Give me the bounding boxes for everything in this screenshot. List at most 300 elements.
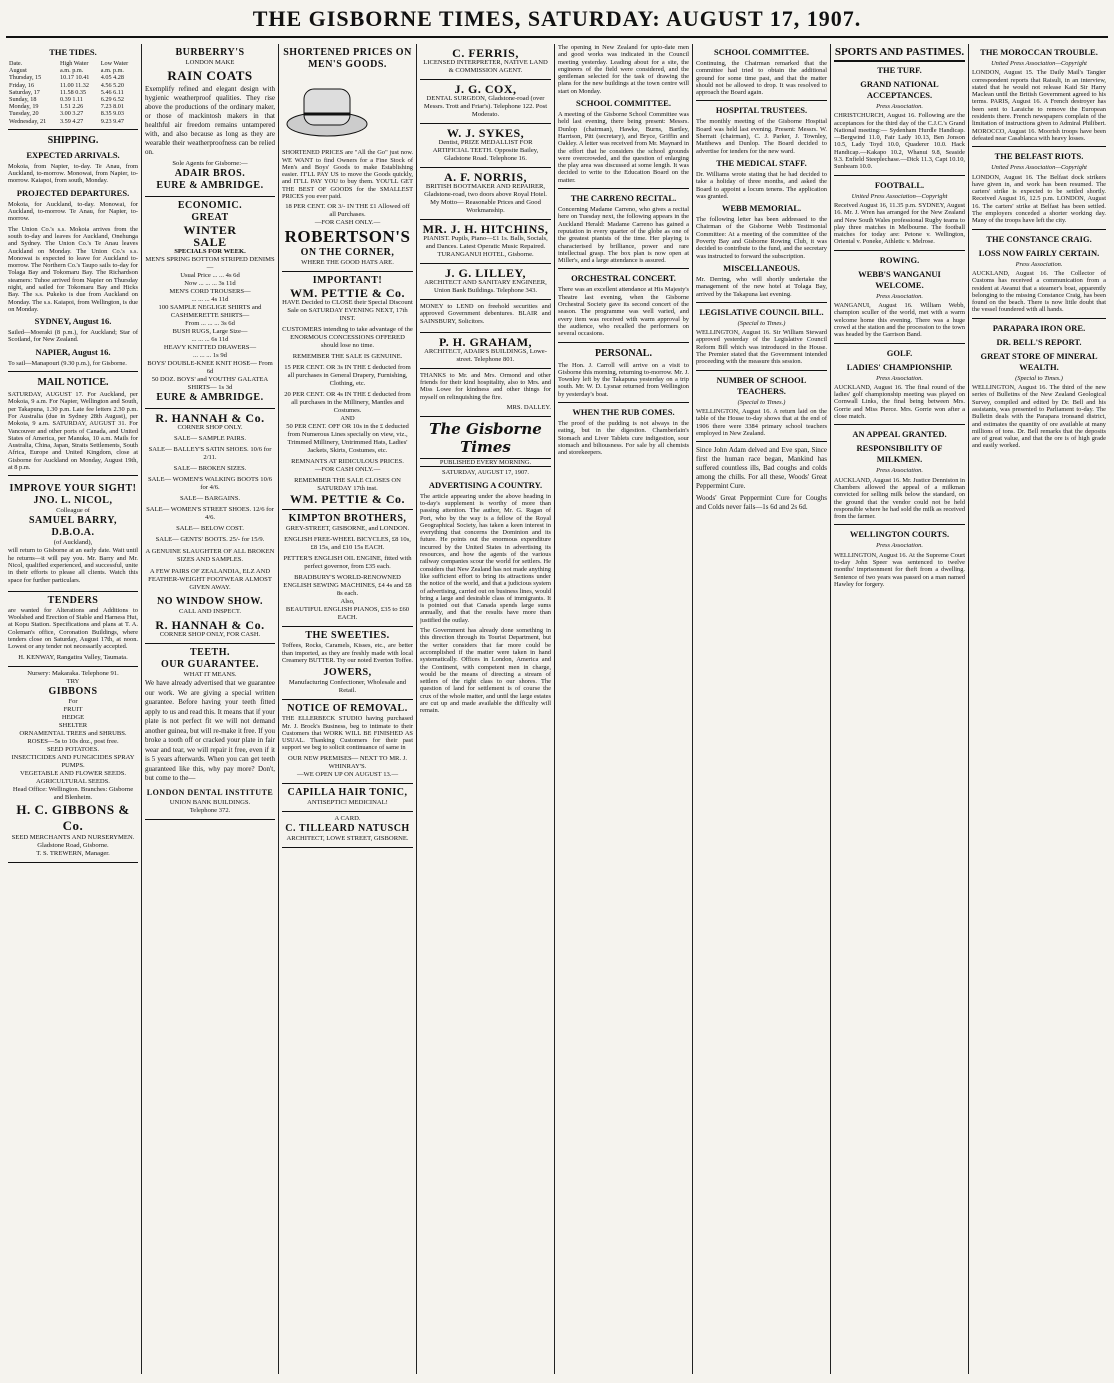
- robertsons: ROBERTSON'S: [284, 227, 411, 247]
- sykes: W. J. SYKES,: [446, 126, 525, 140]
- gibbons-office: Head Office: Wellington. Branches: Gisborne and Blenheim.: [12, 785, 134, 801]
- special-item: MEN'S SPRING BOTTOM STRIPED DENIMS—: [145, 256, 275, 271]
- belfast-sub: United Press Association—Copyright: [991, 164, 1087, 172]
- sydney-title: SYDNEY, August 16.: [34, 316, 112, 327]
- column-8: [972, 44, 1106, 1374]
- belfast-title: THE BELFAST RIOTS.: [994, 151, 1084, 162]
- column-7: [834, 44, 965, 1374]
- school2-title: SCHOOL COMMITTEE.: [714, 47, 809, 57]
- staff-title: THE MEDICAL STAFF.: [716, 157, 807, 168]
- tides-cell: Saturday, 17: [9, 88, 40, 96]
- specials-title: SPECIALS FOR WEEK.: [174, 248, 246, 255]
- tides-row: [8, 74, 138, 81]
- special-item: ... ... ... 6s 11d: [191, 336, 229, 343]
- burberry-big: RAIN COATS: [167, 68, 253, 83]
- optician-partner: SAMUEL BARRY, D.B.O.A.: [28, 515, 118, 539]
- hc-addr: Gladstone Road, Gisborne.: [37, 841, 109, 849]
- column-rule: [830, 44, 831, 1374]
- graham: P. H. GRAHAM,: [438, 334, 533, 349]
- tides-cell: Tuesday, 20: [9, 110, 39, 118]
- capilla-sub: ANTISEPTIC! MEDICINAL!: [307, 798, 388, 806]
- pct2: 20 PER CENT. OR 4s IN THE £ deducted from all purchases in the Millinery, Mantles and Costumes.: [284, 391, 411, 415]
- golf-title: GOLF.: [886, 347, 913, 358]
- column-6: [696, 44, 827, 1374]
- ladies-title: LADIES' CHAMPIONSHIP.: [846, 361, 953, 372]
- constance-sub: LOSS NOW FAIRLY CERTAIN.: [978, 247, 1100, 258]
- divider: [696, 302, 827, 303]
- wealth-title: GREAT STORE OF MINERAL WEALTH.: [980, 350, 1098, 372]
- tides-header-row: [8, 60, 138, 67]
- divider: [558, 188, 689, 189]
- thanks: THANKS to Mr. and Mrs. Ormond and other friends for their kind hospitality, also to Mrs. and Miss Lowe for kindness and other things for myself on relinquishing the fire.: [420, 371, 551, 401]
- sale-item: SALE— SAMPLE PAIRS.: [173, 435, 247, 442]
- personal-text: The Hon. J. Carroll will arrive on a visit to Gisborne this morning, returning to-morrow. Mr. J. Townley left by the Takapuna yesterday on a trip south. Mr. W. D. Lysnar returned from Wellington by yesterday's boat.: [558, 361, 689, 398]
- tides-title: THE TIDES.: [49, 47, 97, 57]
- pettie-ad: [282, 272, 413, 510]
- leader-text: The article appearing under the above heading in to-day's supplement is worthy of more than passing attention. The author, Mr. G. Ragan of Port, who by the way is a fellow of the Royal Geographical Society, has taken a keen interest in everything that concerns the Dominion and its future. He points out the enormous expenditure incurred by the United States in advertising its resources, and how the agents of the various railway companies scour the world for settlers. He considers that New Zealand has not made anything like sufficient effort to bring its attractions under the notice of the world, and that a judicious system of advertising, carried out on business lines, would bring a large and desirable class of immigrants. It is pointed out that Canada spends large sums annually, and that the results have more than justified the outlay.: [420, 492, 551, 624]
- gibbons-try: TRY: [66, 677, 80, 685]
- column-5: [558, 44, 689, 1374]
- hitchins-ad: [420, 220, 551, 264]
- ladies-text: AUCKLAND, August 16. The final round of the ladies' golf championship meeting was played on Cornwall Links, the final being between Mrs. Gorrie and Miss Pierce. Mrs. Gorrie won after a close match.: [834, 383, 965, 421]
- nursery-line: Nursery: Makaraka. Telephone 91.: [27, 669, 119, 677]
- tides-cell: 5.46 6.11: [100, 88, 124, 96]
- tides-cell: Monday, 19: [9, 103, 39, 111]
- eure-name: EURE & AMBRIDGE.: [156, 392, 264, 403]
- capilla: CAPILLA HAIR TONIC,: [287, 786, 408, 798]
- morocco-sub: United Press Association—Copyright: [991, 60, 1087, 67]
- ferris: C. FERRIS,: [452, 46, 519, 60]
- open: —WE OPEN UP ON AUGUST 13.—: [296, 770, 399, 778]
- gibbons-item: HEDGE: [61, 713, 85, 721]
- tides-row: [8, 96, 138, 103]
- special-item: BOYS' DOUBLE-KNEE KNIT HOSE— From 6d: [147, 360, 273, 375]
- masthead: [6, 4, 1108, 38]
- legis-text: WELLINGTON, August 16. Sir William Steward approved yesterday of the Legislative Council Reform Bill which was introduced in the House. The Premier stated that the Government intended proceeding with the measure this session.: [696, 329, 827, 366]
- legis-title: LEGISLATIVE COUNCIL BILL.: [699, 306, 824, 317]
- removal-ad: [282, 700, 413, 783]
- removal-text: THE ELLERBECK STUDIO having purchased Mr. J. Brock's Business, beg to intimate to their Customers that WORK WILL BE FINISHED AS USUAL. Thanking Customers for their past support we beg to solicit continuance of same in: [282, 715, 413, 752]
- divider: [834, 524, 965, 525]
- rub-title: WHEN THE RUB COMES.: [572, 406, 675, 417]
- sports-banner: SPORTS AND PASTIMES.: [834, 44, 965, 62]
- tides-cell: Sunday, 18: [9, 96, 37, 104]
- belfast-text: LONDON, August 16. The Belfast dock strikers have given in, and work has been resumed. The carters' strike is expected to be settled shortly. Received August 16, 12.5 p.m. LONDON, August 16. The carters' strike at Belfast has been settled. The employers conceded a shorter working day. Many of the troops have left the city.: [972, 173, 1106, 225]
- parapara-title: PARAPARA IRON ORE.: [992, 322, 1086, 333]
- pct3: 50 PER CENT. OFF OR 10s in the £ deducted from Numerous Lines specially on view, viz., Trimmed Millinery, Untrimmed Hats, Ladies' Jackets, Skirts, Costumes, etc.: [286, 423, 409, 455]
- tides-cell: 3.00 3.27: [60, 110, 84, 118]
- legis-sub: (Special to Times.): [737, 319, 786, 327]
- window-sub: CALL AND INSPECT.: [178, 608, 242, 615]
- engines: PETTER'S ENGLISH OIL ENGINE, fitted with perfect governor, from £35 each.: [283, 555, 412, 571]
- divider: [8, 475, 138, 476]
- teachers-sub: (Special to Times.): [737, 398, 786, 406]
- bell-title: DR. BELL'S REPORT.: [996, 336, 1082, 347]
- great: GREAT: [191, 212, 229, 223]
- kimpton: KIMPTON BROTHERS,: [288, 513, 407, 525]
- hospital-text: The monthly meeting of the Gisborne Hospital Board was held last evening. Present: Messrs. W. Sherratt (chairman), C. J. Parker, J. Townley, Matthews and Dunlop. The Board decided to advertise for tenders for the new ward.: [696, 118, 827, 155]
- gibbons-name: GIBBONS: [48, 685, 98, 697]
- thanks-sign: MRS. DALLEY.: [506, 404, 551, 412]
- optician-partner-city: (of Auckland),: [53, 539, 93, 547]
- union-bank: UNION BANK BUILDINGS.: [169, 798, 251, 806]
- pianos: BEAUTIFUL ENGLISH PIANOS, £35 to £60 EACH.: [285, 606, 410, 622]
- column-rule: [554, 44, 555, 1374]
- thanks-ad: [420, 369, 551, 417]
- football-text: Received August 16, 11.35 p.m. SYDNEY, August 16. Mr. J. Wren has arranged for the New Zealand and New South Wales professional Rugby teams to play three matches in Melbourne. The football matches for today are: Petone v. Wellington, Oriental v. Poneke, Athletic v. Melrose.: [834, 201, 965, 246]
- orchestral-text: There was an excellent attendance at His Majesty's Theatre last evening, when the Gisborne Orchestral Society gave its second concert of the season. The programme was well varied, and every item was received with warm approval by the audience, who recalled the performers on several occasions.: [558, 286, 689, 338]
- robertsons-ad: [282, 44, 413, 272]
- eure-name: EURE & AMBRIDGE.: [156, 180, 264, 191]
- divider: [8, 129, 138, 130]
- hannah-sub: CORNER SHOP ONLY, FOR CASH.: [159, 631, 261, 638]
- special-item: MEN'S CORD TROUSERS—: [169, 288, 251, 295]
- pettie-text: HAVE Decided to CLOSE their Special Discount Sale on SATURDAY EVENING NEXT, 17th INST.: [282, 299, 413, 323]
- guarantee: OUR GUARANTEE.: [160, 659, 260, 670]
- departures-title: PROJECTED DEPARTURES.: [16, 187, 130, 198]
- column-rule: [416, 44, 417, 1374]
- webbs-text: WANGANUI, August 16. William Webb, champion sculler of the world, met with a warm welcome home this evening. There was a huge crowd at the station and the procession to the town was headed by the Garrison Band.: [834, 302, 965, 339]
- optician-ad: [8, 480, 138, 591]
- gibbons-item: VEGETABLE AND FLOWER SEEDS.: [19, 769, 127, 777]
- tides-cell: 11.58 0.35: [60, 88, 87, 96]
- closes: REMEMBER THE SALE CLOSES ON SATURDAY 17th inst.: [294, 477, 401, 493]
- gibbons-item: SEED POTATOES.: [46, 745, 100, 753]
- economic: ECONOMIC.: [177, 200, 243, 211]
- column-rule: [141, 44, 142, 1374]
- tides-cell: Wednesday, 21: [9, 117, 47, 125]
- hc-manager: T. S. TREWERN, Manager.: [36, 849, 110, 857]
- constance-sub2: Press Association.: [1015, 260, 1063, 268]
- turf-title: THE TURF.: [877, 65, 922, 75]
- slaughter: A GENUINE SLAUGHTER OF ALL BROKEN SIZES AND SAMPLES.: [145, 548, 275, 563]
- guarantee-text: We have already advertised that we guarantee our work. We are giving a special written guarantee. Before having your teeth fitted apply to us and read this. It means that if your plate is not perfect fit we will not demand another guinea, but will re-make it free. If you broke a tooth off or cracked your plate in fair wear and tear, we will repair it free, even if it is 5 years afterwards. When you can get teeth guaranteed like this, why pay more? Don't, but come to the—: [145, 679, 275, 782]
- resp-title: RESPONSIBILITY OF MILKMEN.: [856, 443, 943, 465]
- tides-cell: August: [9, 67, 27, 75]
- arrivals-text: Mokoia, from Napier, to-day. Te Anau, from Auckland, to-morrow. Monowai, from Napier, to-morrow. Kaiapoi, from south, Monday.: [8, 162, 138, 185]
- sweeties: THE SWEETIES.: [305, 630, 390, 642]
- special-item: 50 DOZ. BOYS' and YOUTHS' GALATEA SHIRTS— 1s 3d: [151, 376, 269, 391]
- article-text: The opening in New Zealand for upto-date men and good works was indicated in the Council meeting yesterday. Leading about for a site, the engineers of the field were considered, and the gentleman selected for the task of drawing the plans for the new buildings at the town centre will start on Monday.: [558, 44, 689, 95]
- tides-row: [8, 89, 138, 96]
- leader-title: ADVERTISING A COUNTRY.: [428, 479, 543, 490]
- divider: [834, 175, 965, 176]
- wealth-text: WELLINGTON, August 16. The third of the new series of Bulletins of the New Zealand Geological Survey, compiled and edited by Dr. Bell and his assistants, was presented to Parliament to-day. The Bulletin deals with the Parapara ironsand district, and estimates the quantity of ore available at many millions of tons. Dr. Bell remarks that the deposits are of great value, and that the ore is of high grade and easily worked.: [972, 384, 1106, 450]
- tides-cell: 4.56 5.20: [100, 81, 124, 89]
- special-item: 100 SAMPLE NEGLIGE SHIRTS and CASHMERETTE SHIRTS—: [158, 304, 262, 319]
- special-item: Usual Price ... ... 4s 6d: [180, 272, 240, 279]
- personal-title: PERSONAL.: [595, 347, 652, 359]
- gibbons-item: ROSES—5s to 10s doz., post free.: [27, 737, 119, 745]
- special-item: HEAVY KNITTED DRAWERS—: [163, 344, 257, 351]
- arrivals-title: EXPECTED ARRIVALS.: [26, 149, 120, 160]
- hitchins-sub: PIANIST. Pupils, Piano—£1 1s. Balls, Socials, and Dances. Latest Operatic Music Repaired. TURANGANUI HOTEL, Gisborne.: [423, 235, 548, 258]
- tides-cell: 7.23 8.01: [100, 103, 124, 111]
- courts-sub: Press Association.: [876, 542, 923, 550]
- divider: [834, 424, 965, 425]
- school2-text: Continuing, the Chairman remarked that the committee had tried to obtain the additional ground for some time past, and that the matter should not be allowed to drop. It was resolved to approach the Board again.: [696, 60, 827, 97]
- teachers-title: NUMBER OF SCHOOL TEACHERS.: [716, 374, 807, 396]
- hc-line: SEED MERCHANTS AND NURSERYMEN.: [11, 833, 135, 841]
- norris-sub: BRITISH BOOTMAKER AND REPAIRER, Gladstone-road, two doors above Royal Hotel. My Motto— Reasonable Prices and Good Workmanship.: [424, 183, 547, 214]
- column-2: [145, 44, 275, 1374]
- tilleard: C. TILLEARD NATUSCH: [285, 822, 410, 834]
- woods-ad: Woods' Great Peppermint Cure for Coughs and Colds never fails—1s 6d and 2s 6d.: [696, 494, 827, 512]
- teachers-text: WELLINGTON, August 16. A return laid on the table of the House to-day shows that at the end of 1906 there were 3384 primary school teachers employed in New Zealand.: [696, 407, 827, 437]
- webbs-sub: Press Association.: [876, 292, 923, 300]
- staff-text: Dr. Williams wrote stating that he had decided to take a holiday of three months, and asked the Board to appoint a locum tenens. The application was granted.: [696, 170, 827, 200]
- newspaper-page: [6, 4, 1108, 1379]
- hospital-title: HOSPITAL TRUSTEES.: [715, 105, 808, 116]
- burberry-title: BURBERRY'S: [175, 47, 245, 58]
- sale-item: SALE— GENTS' BOOTS. 25/- for 15/9.: [155, 536, 265, 543]
- webbs-title: WEBB'S WANGANUI WELCOME.: [858, 268, 941, 290]
- tilleard-sub: ARCHITECT, LOWE STREET, GISBORNE.: [286, 834, 409, 842]
- rub-text: The proof of the pudding is not always in the eating, but in the digestion. Chamberlain's Stomach and Liver Tablets cure indigestion, sour stomach and biliousness. For sale by all chemists and storekeepers.: [558, 419, 689, 457]
- norris-ad: [420, 168, 551, 220]
- school-text: A meeting of the Gisborne School Committee was held last evening, there being present: Messrs. Dunlop (chairman), Hawke, Burns, Bartley, Harrison, Pitt (secretary), and Bryce, Griffin and Oakley. A letter was received from Mr. Maynard in the effort that he considers the school grounds were overcrowded, and the question of enlarging the play area was discussed at some length. It was decided to write to the Education Board on the matter.: [558, 111, 689, 184]
- orchestral-title: ORCHESTRAL CONCERT.: [571, 273, 676, 284]
- kimpton-sub: GREY-STREET, GISBORNE, and LONDON.: [285, 525, 410, 533]
- published-line: PUBLISHED EVERY MORNING.: [420, 458, 551, 467]
- constance-title: THE CONSTANCE CRAIG.: [986, 233, 1092, 244]
- morocco-title: THE MOROCCAN TROUBLE.: [980, 47, 1098, 57]
- divider: [972, 318, 1106, 319]
- sale-item: SALE— BELOW COST.: [176, 525, 244, 532]
- carreno-text: Concerning Madame Carreno, who gives a recital here on Tuesday next, the following appears in the Auckland Herald: Madame Carreno has gained a reputation in every quarter of the globe as one of the greatest pianists of the time. Her playing is characterised by brilliance, power and rare intellectual grasp. The box plan is now open at Miller's, and a large attendance is assured.: [558, 206, 689, 265]
- remnants: REMNANTS AT RIDICULOUS PRICES.: [291, 458, 404, 466]
- shipping-title: SHIPPING.: [47, 134, 99, 146]
- hannah-sale-ad: [145, 409, 275, 644]
- courts-text: WELLINGTON, August 16. At the Supreme Court to-day John Speer was sentenced to twelve months' imprisonment for theft from a dwelling. Sentence of two years was passed on a man named Hawley for forgery.: [834, 551, 965, 588]
- tides-row: [8, 82, 138, 89]
- divider: [834, 250, 965, 251]
- money-ad: [420, 300, 551, 333]
- tides-row: [8, 110, 138, 117]
- football-title: FOOTBALL.: [874, 179, 925, 190]
- discount: 18 PER CENT. OR 3/- IN THE £1 Allowed off all Purchases.: [285, 203, 410, 219]
- wealth-sub: (Special to Times.): [1015, 374, 1063, 382]
- also: Also,: [340, 598, 355, 606]
- divider: [972, 146, 1106, 147]
- hc-gibbons: H. C. GIBBONS & Co.: [16, 801, 130, 833]
- important: IMPORTANT!: [312, 275, 383, 287]
- napier-title: NAPIER, August 16.: [35, 346, 111, 357]
- column-3: [282, 44, 413, 1374]
- gibbons-item: INSECTICIDES AND FUNGICIDES SPRAY PUMPS.: [11, 753, 135, 769]
- hat-illustration-icon: [282, 74, 372, 144]
- sale: SALE: [193, 235, 227, 249]
- tender-ad: [8, 592, 138, 667]
- resp-sub: Press Association.: [876, 467, 923, 475]
- cash-only: —FOR CASH ONLY.—: [314, 466, 381, 474]
- dental-ad: [145, 644, 275, 820]
- and: AND: [340, 415, 355, 423]
- grand-title: GRAND NATIONAL ACCEPTANCES.: [860, 79, 939, 100]
- constance-text: AUCKLAND, August 16. The Collector of Customs has received a communication from a resident at Awanui that a steamer's boat, apparently belonging to the missing Constance Craig, has been found on the beach. There is now little doubt that the vessel foundered with all hands.: [972, 269, 1106, 314]
- divider: [558, 402, 689, 403]
- hannah-sub: CORNER SHOP ONLY.: [177, 424, 243, 431]
- graham-sub: ARCHITECT, ADAIR'S BUILDINGS, Lowe-street. Telephone 801.: [424, 347, 547, 363]
- tides-cell: 4.05 4.28: [100, 74, 124, 82]
- card: A CARD.: [334, 814, 361, 822]
- pettie-name: WM. PETTIE & Co.: [289, 492, 405, 507]
- ladies-sub: Press Association.: [876, 374, 923, 382]
- column-rule: [692, 44, 693, 1374]
- sale-item: SALE— BARGAINS.: [179, 495, 241, 502]
- date-line: SATURDAY, AUGUST 17, 1907.: [442, 469, 529, 477]
- telephone: Telephone 372.: [189, 806, 231, 814]
- tides-header-cell: Low Water: [100, 60, 129, 67]
- tides-row: [8, 103, 138, 110]
- adair-name: ADAIR BROS.: [174, 168, 246, 179]
- tides-cell: a.m. p.m.: [60, 67, 84, 75]
- tides-cell: a.m. p.m.: [100, 67, 124, 75]
- special-item: From ... ... ... 3s 6d: [185, 320, 235, 327]
- cox-sub: DENTAL SURGEON, Gladstone-road (over Messrs. Trott and Friar's). Telephone 122. Post Moderato.: [423, 95, 548, 118]
- graham-ad: [420, 333, 551, 369]
- eure-sale-ad: [145, 197, 275, 409]
- zealandia: A FEW PAIRS OF ZEALANDIA, ELZ AND FEATHER-WEIGHT FOOTWEAR ALMOST GIVEN AWAY.: [148, 568, 272, 591]
- resp-text: AUCKLAND, August 16. Mr. Justice Denniston in Chambers allowed the appeal of a milkman convicted for selling milk below the standard, on the ground that the vendor could not be held responsible where he had sold the milk as received from the farmer.: [834, 476, 965, 521]
- burberry-ad: [145, 44, 275, 197]
- divider: [558, 342, 689, 343]
- shortened-title: SHORTENED PRICES ON MEN'S GOODS.: [283, 47, 412, 70]
- sweeties-ad: [282, 627, 413, 700]
- appeal-title: AN APPEAL GRANTED.: [852, 429, 947, 440]
- courts-title: WELLINGTON COURTS.: [849, 529, 950, 540]
- cox-ad: [420, 80, 551, 124]
- hannah-name: R. HANNAH & Co.: [155, 618, 265, 632]
- remember: REMEMBER THE SALE IS GENUINE.: [292, 353, 403, 361]
- tides-cell: Thursday, 15: [9, 74, 42, 82]
- webb-title: WEBB MEMORIAL.: [721, 203, 802, 214]
- gibbons-item: AGRICULTURAL SEEDS.: [36, 777, 110, 785]
- teeth: TEETH.: [190, 647, 230, 658]
- sydney-text: Sailed—Moeraki (8 p.m.), for Auckland; Star of Scotland, for New Zealand.: [8, 329, 138, 344]
- misc-text: Mr. Derring, who will shortly undertake the management of the new hotel at Tolaga Bay, arrived by the Takapuna last evening.: [696, 275, 827, 298]
- jowers: JOWERS,: [323, 667, 372, 679]
- bradbury: BRADBURY'S WORLD-RENOWNED ENGLISH SEWING MACHINES, £4 4s and £8 8s each.: [283, 574, 412, 598]
- capilla-ad: [282, 784, 413, 812]
- sale-item: SALE— BALLEY'S SATIN SHOES. 10/6 for 2/11.: [148, 446, 272, 461]
- special-item: ... ... ... 4s 11d: [191, 296, 229, 303]
- ferris-sub: LICENSED INTERPRETER, NATIVE LAND & COMMISSION AGENT.: [423, 59, 548, 74]
- lilley-ad: [420, 264, 551, 300]
- sale-item: SALE— WOMEN'S WALKING BOOTS 10/6 for 4/6.: [147, 476, 273, 491]
- masthead-title: THE GISBORNE TIMES, SATURDAY: AUGUST 17, 1907.: [252, 6, 862, 31]
- hitchins: MR. J. H. HITCHINS,: [422, 222, 549, 236]
- webb-text: The following letter has been addressed to the Chairman of the Gisborne Webb Testimonial Committee: At a meeting of the committee of the Poverty Bay and Gisborne Rowing Club, it was decided to contribute to the fund, and the secretary was instructed to forward the subscription.: [696, 216, 827, 260]
- mail-title: MAIL NOTICE.: [37, 377, 109, 389]
- shortened-text: SHORTENED PRICES are "All the Go" just now. WE WANT to find Owners for a Fine Stock of Men's and Boys' Goods to make Establishing easier. IT'LL PAY US to move the Goods quickly, and IT'LL PAY YOU to buy them. YOU'LL GET THE BEST OF GOODS for the SMALLEST PRICES you ever paid.: [282, 149, 413, 201]
- divider: [696, 441, 827, 442]
- pettie-name: WM. PETTIE & Co.: [289, 286, 405, 301]
- tides-cell: 9.23 9.47: [100, 117, 124, 125]
- grand-text: CHRISTCHURCH, August 16. Following are the acceptances for the third day of the C.J.C.'s Grand National meeting:— Sydenham Hurdle Handicap.—Bergwind 11.0, Fair Lady 10.13, Ben Jonson 10.5, Lady Toyd 10.0, Quaderer 10.0. Hack Handicap.—Kakapo 10.2, Whanui 9.8, Seaside 9.3. Enfield Steeplechase.—Dick 11.3, Capt 10.10, Sunbeam 10.0.: [834, 112, 965, 171]
- special-item: ... ... ... 1s 9d: [193, 352, 227, 359]
- school-title: SCHOOL COMMITTEE.: [576, 98, 671, 109]
- tender-title: TENDERS: [47, 594, 99, 606]
- column-1: [8, 44, 138, 1374]
- column-rule: [968, 44, 969, 1374]
- tender-text: are wanted for Alterations and Additions to Woolshed and Erection of Stable and Harness Hut, at Kopu Station. Specifications and plans at T. A. Coleman's office, Coronation Buildings, where tenders close on Saturday, August 17th, at noon. Lowest or any tender not necessarily accepted.: [8, 606, 138, 651]
- special-item: BUSH RUGS, Large Size—: [172, 328, 248, 335]
- gibbons-item: FRUIT: [63, 705, 83, 713]
- shipping-body: The Union Co.'s s.s. Mokoia arrives from the south to-day and leaves for Auckland, Onehunga and Sydney. The Union Co.'s Te Anau leaves Auckland on Monday. The Union Co.'s s.s. Monowai is expected to leave for Auckland to-morrow. The Northern Co.'s Taupo sails to-day for Tolaga Bay and Tokomaru Bay. The Richardson steamers: Tuhoe arrived from Napier on Thursday night, and sailed for Tokomaru Bay and Hicks Bay. The s.s. Pukeko is due from Auckland on Monday. The s.s. Kaiapoi, from Wellington, is due on Monday.: [8, 225, 138, 313]
- tilleard-ad: [282, 812, 413, 848]
- remedy-ad: Since John Adam delved and Eve span, Since first the human race began, Mankind has suffered countless ills, Bad coughs and colds among the chills. For all these, Woods' Great Peppermint Cure.: [696, 446, 827, 491]
- cash-only: —FOR CASH ONLY.—: [314, 219, 381, 227]
- sykes-sub: Dentist, PRIZE MEDALLIST FOR ARTIFICIAL TEETH. Opposite Bailey, Gladstone Road. Telephone 16.: [432, 139, 539, 162]
- tides-row: [8, 118, 138, 125]
- lilley: J. G. LILLEY,: [444, 266, 527, 280]
- special-item: Now ... ... ... 3s 11d: [184, 280, 236, 287]
- sale-item: SALE— BROKEN SIZES.: [173, 465, 247, 472]
- departures-text: Mokoia, for Auckland, to-day. Monowai, for Auckland, to-morrow. Te Anau, for Napier, to-morrow.: [8, 200, 138, 223]
- burberry-text: Exemplify refined and elegant design with hygienic weatherproof qualities. They rise above the productions of the ordinary maker, or those of mackintosh makers in that healthful air freedom remains untampered with, and also because as long as they are wearable their weatherproofness can be relied on.: [145, 85, 275, 156]
- burberry-agents: Sole Agents for Gisborne:—: [172, 160, 248, 167]
- london-dental: LONDON DENTAL INSTITUTE: [146, 787, 274, 797]
- mail-text: SATURDAY, AUGUST 17. For Auckland, per Mokoia, 9 a.m. For Napier, Wellington and South, per Takapuna, 1.30 p.m. Late fee letters 2.30 p.m. For Australia (due in Sydney 28th August), per Mokoia, 9 a.m. SATURDAY, AUGUST 31. For Vancouver and other ports of Canada, and United States of America, per Manuka, 10 a.m. Mails for Australia, China, Japan, Straits Settlements, South Africa, Europe and United Kingdom, close at Gisborne for Auckland on Monday, August 19th, at 8 p.m.: [8, 391, 138, 472]
- what: WHAT IT MEANS.: [183, 671, 237, 678]
- cox: J. G. COX,: [454, 82, 517, 96]
- divider: [696, 370, 827, 371]
- paper-nameplate: The Gisborne Times: [429, 420, 542, 457]
- money: MONEY to LEND on freehold securities and approved Government debentures. BLAIR and SAINSBURY, Solicitors.: [420, 303, 551, 325]
- tides-header-cell: Date.: [9, 60, 23, 67]
- divider: [8, 371, 138, 372]
- jowers-sub: Manufacturing Confectioner, Wholesale and Retail.: [288, 679, 407, 695]
- gibbons-item: SHELTER: [58, 721, 88, 729]
- rowing-title: ROWING.: [879, 254, 920, 265]
- tides-cell: 1.51 2.26: [60, 103, 84, 111]
- gibbons-ad: [8, 667, 138, 863]
- optician-line: Colleague of: [56, 507, 90, 515]
- football-sub: United Press Association—Copyright: [851, 192, 948, 200]
- tides-cell: 3.59 4.27: [60, 117, 84, 125]
- tides-cell: 0.39 1.11: [60, 96, 83, 104]
- corner-sub: WHERE THE GOOD HATS ARE.: [301, 259, 394, 267]
- ferris-ad: [420, 44, 551, 80]
- tides-cell: 11.00 11.32: [60, 81, 89, 89]
- carreno-title: THE CARRENO RECITAL.: [570, 193, 677, 204]
- winter: WINTER: [183, 223, 237, 237]
- removal: NOTICE OF REMOVAL.: [287, 703, 408, 715]
- burberry-sub: LONDON MAKE: [185, 59, 235, 66]
- window: NO WINDOW SHOW.: [157, 596, 263, 607]
- column-rule: [278, 44, 279, 1374]
- column-4: [420, 44, 551, 1374]
- pct1: 15 PER CENT. OR 3s IN THE £ deducted from all purchases in General Drapery, Furnishing, Clothing, etc.: [284, 364, 411, 388]
- sweeties-text: Toffees, Rocks, Caramels, Kisses, etc., are better than imported, as they are freshly made with local Creamery BUTTER. Try our noted Everton Toffee.: [282, 642, 413, 664]
- grand-sub: Press Association.: [876, 103, 923, 110]
- divider: [834, 343, 965, 344]
- tides-header-cell: High Water: [60, 60, 89, 67]
- divider: [696, 100, 827, 101]
- hannah-name: R. HANNAH & Co.: [155, 411, 265, 425]
- tides-cell: Friday, 16: [9, 81, 35, 89]
- morocco-text: LONDON, August 15. The Daily Mail's Tangier correspondent reports that Raisuli, in an interview, stated that he would not release Kaid Sir Harry Maclean until the British Government agreed to his terms. PARIS, August 16. A French destroyer has been sent to Laraiche to remove the European residents there. French newspapers complain of the limitation of instructions given to Admiral Philibert. MOROCCO, August 16. Moorish troops have been defeated near Casablanca with heavy losses.: [972, 69, 1106, 142]
- optician-text: will return to Gisborne at an early date. Wait until he returns—it will pay you. Mr. Barry and Mr. Nicol, qualified experienced, and successful, unite in their efforts to please all clients. Watch this space for further particulars.: [8, 547, 138, 584]
- divider: [558, 268, 689, 269]
- sale-item: SALE— WOMEN'S STREET SHOES. 12/6 for 4/6.: [146, 506, 274, 521]
- kimpton-ad: [282, 510, 413, 627]
- tides-row: [8, 67, 138, 74]
- norris: A. F. NORRIS,: [443, 170, 528, 184]
- misc-title: MISCELLANEOUS.: [723, 262, 800, 273]
- customers: CUSTOMERS intending to take advantage of the ENORMOUS CONCESSIONS OFFERED should lose no time.: [282, 326, 413, 350]
